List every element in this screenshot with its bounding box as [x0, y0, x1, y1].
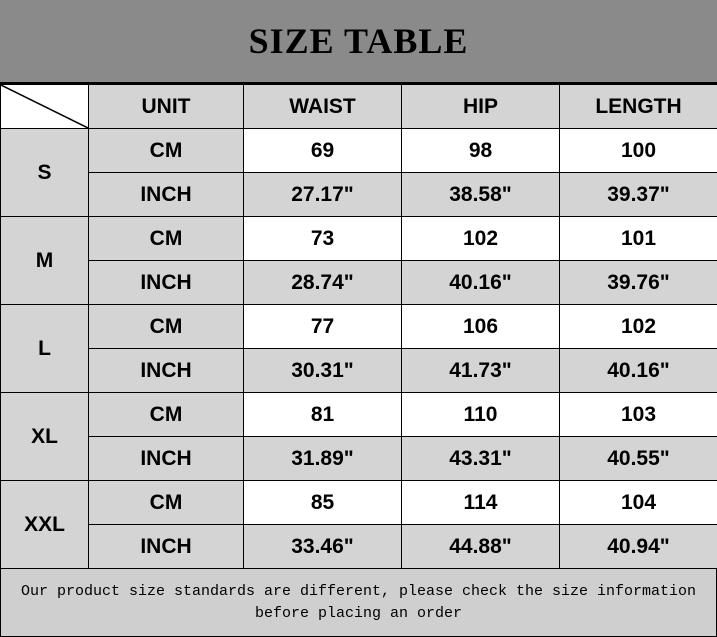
table-row — [1, 217, 717, 261]
waist-inch: 30.31" — [244, 349, 402, 393]
length-cm: 101 — [560, 217, 717, 261]
table-row — [1, 349, 717, 393]
table-row — [1, 525, 717, 569]
waist-inch: 27.17" — [244, 173, 402, 217]
length-inch: 40.55" — [560, 437, 717, 481]
unit-inch: INCH — [89, 525, 244, 569]
length-inch: 39.76" — [560, 261, 717, 305]
unit-inch: INCH — [89, 173, 244, 217]
waist-cm: 81 — [244, 393, 402, 437]
header-unit: UNIT — [89, 85, 244, 129]
corner-cell — [1, 85, 89, 129]
table-row — [1, 261, 717, 305]
waist-inch: 31.89" — [244, 437, 402, 481]
hip-cm: 98 — [402, 129, 560, 173]
table-row — [1, 173, 717, 217]
length-inch: 39.37" — [560, 173, 717, 217]
footer-line-1: Our product size standards are different, please check the size information — [21, 581, 696, 603]
diagonal-divider-icon — [1, 85, 88, 128]
footer-note — [0, 569, 717, 637]
hip-cm: 106 — [402, 305, 560, 349]
page-title: SIZE TABLE — [249, 20, 469, 62]
length-cm: 103 — [560, 393, 717, 437]
length-cm: 100 — [560, 129, 717, 173]
unit-cm: CM — [89, 305, 244, 349]
waist-inch: 33.46" — [244, 525, 402, 569]
size-label-xxl: XXL — [1, 481, 89, 569]
hip-cm: 110 — [402, 393, 560, 437]
hip-cm: 114 — [402, 481, 560, 525]
unit-inch: INCH — [89, 261, 244, 305]
table-header-row — [1, 85, 717, 129]
table-row — [1, 481, 717, 525]
size-label-l: L — [1, 305, 89, 393]
title-bar — [0, 0, 717, 84]
waist-cm: 85 — [244, 481, 402, 525]
hip-inch: 41.73" — [402, 349, 560, 393]
length-cm: 104 — [560, 481, 717, 525]
hip-inch: 40.16" — [402, 261, 560, 305]
length-inch: 40.94" — [560, 525, 717, 569]
length-cm: 102 — [560, 305, 717, 349]
hip-cm: 102 — [402, 217, 560, 261]
waist-cm: 69 — [244, 129, 402, 173]
hip-inch: 38.58" — [402, 173, 560, 217]
waist-inch: 28.74" — [244, 261, 402, 305]
unit-cm: CM — [89, 393, 244, 437]
size-table — [0, 84, 717, 569]
size-label-xl: XL — [1, 393, 89, 481]
length-inch: 40.16" — [560, 349, 717, 393]
waist-cm: 73 — [244, 217, 402, 261]
table-row — [1, 393, 717, 437]
waist-cm: 77 — [244, 305, 402, 349]
size-label-m: M — [1, 217, 89, 305]
table-row — [1, 305, 717, 349]
unit-cm: CM — [89, 217, 244, 261]
size-label-s: S — [1, 129, 89, 217]
unit-inch: INCH — [89, 437, 244, 481]
unit-cm: CM — [89, 481, 244, 525]
unit-cm: CM — [89, 129, 244, 173]
header-hip: HIP — [402, 85, 560, 129]
hip-inch: 43.31" — [402, 437, 560, 481]
table-row — [1, 129, 717, 173]
header-waist: WAIST — [244, 85, 402, 129]
table-row — [1, 437, 717, 481]
footer-line-2: before placing an order — [255, 603, 462, 625]
unit-inch: INCH — [89, 349, 244, 393]
hip-inch: 44.88" — [402, 525, 560, 569]
header-length: LENGTH — [560, 85, 717, 129]
